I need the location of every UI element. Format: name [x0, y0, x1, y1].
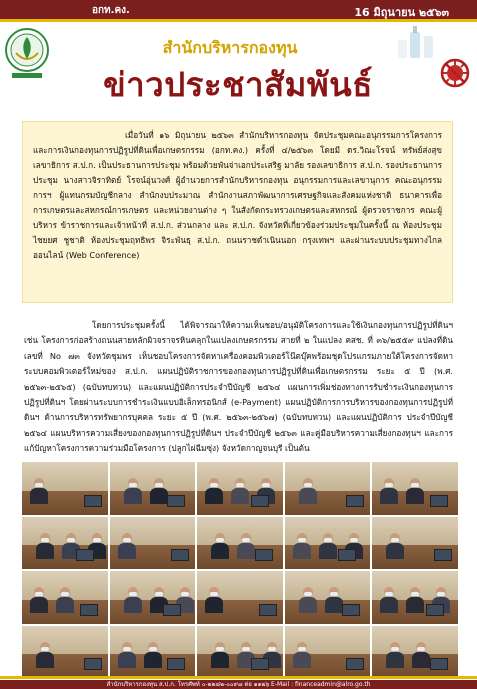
laptop-screen: [434, 549, 452, 561]
person-figure: [205, 478, 223, 504]
person-figure: [124, 587, 142, 613]
meeting-photo: [22, 517, 108, 570]
person-figure: [319, 533, 337, 559]
laptop-screen: [251, 495, 269, 507]
person-figure: [150, 478, 168, 504]
laptop-screen: [255, 549, 273, 561]
meeting-photo: [22, 462, 108, 515]
meeting-photo: [22, 571, 108, 624]
laptop-screen: [171, 549, 189, 561]
meeting-photo: [110, 571, 196, 624]
person-figure: [36, 533, 54, 559]
person-figure: [386, 642, 404, 668]
person-figure: [406, 587, 424, 613]
meeting-photo: [372, 517, 458, 570]
meeting-photo: [22, 626, 108, 679]
org-abbrev: อกท.คง.: [92, 5, 130, 16]
laptop-screen: [346, 658, 364, 670]
person-figure: [237, 533, 255, 559]
person-figure: [124, 478, 142, 504]
person-figure: [211, 533, 229, 559]
meeting-photo: [197, 517, 283, 570]
newsletter-title: ข่าวประชาสัมพันธ์: [103, 65, 373, 104]
person-figure: [380, 587, 398, 613]
person-figure: [205, 587, 223, 613]
person-figure: [144, 642, 162, 668]
person-figure: [325, 587, 343, 613]
person-figure: [293, 533, 311, 559]
laptop-screen: [163, 604, 181, 616]
body-paragraph: โดยการประชุมครั้งนี้ ได้พิจารณาให้ความเห็นชอบ/อนุมัติโครงการและใช้เงินกองทุนการปฏิรูปที่ดินฯ เช่น โครงการก่อสร้างถนนสายหลักผิวจราจรหินคลุกในแปลงเกษตรกรรม สายที่ ๒ ในแปลง คสช. ที่ ๓๖/๒๕๕๙ แปลงที่ดินเลขที่ No ๗๓ จังหวัดชุมพร เห็นชอบโครงการจัดหาเครื่องคอมพิวเตอร์โน๊ตบุ๊คพร้อมชุดโปรแกรมภายใต้โครงการจัดหาระบบคอมพิวเตอร์ใหม่ของ ส.ป.ก. แผนปฏิบัติราชการของกองทุนการปฏิรูปที่ดินเพื่อเกษตรกรรม ระยะ ๕ ปี (พ.ศ. ๒๕๖๓-๒๕๖๕) (ฉบับทบทวน) และแผนปฏิบัติการประจำปีบัญชี ๒๕๖๔ แผนการเพิ่มช่องทางการรับชำระเงินกองทุนการปฏิรูปที่ดินฯ โดยผ่านระบบการชำระเงินแบบอิเล็กทรอนิกส์ (e-Payment) แผนปฏิบัติการการบริหารของกองทุนการปฏิรูปที่ดินฯ ด้านการบริหารทรัพยากรบุคคล ระยะ ๕ ปี (พ.ศ. ๒๕๖๓-๒๕๖๗) (ฉบับทบทวน) และแผนปฏิบัติการ ประจำปีบัญชี ๒๕๖๔ แผนบริหารความเสี่ยงของกองทุนการปฏิรูปที่ดินฯ ประจำปีบัญชี ๒๕๖๓ และคู่มือบริหารความเสี่ยงกองทุนฯ และการแก้ปัญหาโครงการความร่วมมือโครงการ (ปลูกไผ่ฉีมซุ่ง) จังหวัดกาญจนบุรี เป็นต้น: [24, 320, 453, 454]
person-figure: [386, 533, 404, 559]
meeting-photo: [110, 626, 196, 679]
footer-strip: [0, 676, 477, 679]
laptop-screen: [430, 658, 448, 670]
person-figure: [30, 478, 48, 504]
sanitizer-bottles-icon: [360, 22, 440, 62]
person-figure: [211, 642, 229, 668]
meeting-photo: [372, 626, 458, 679]
meeting-photo: [372, 571, 458, 624]
issue-date: 16 มิถุนายน ๒๕๖๓: [354, 6, 449, 19]
top-bar: [0, 0, 477, 22]
meeting-photo: [197, 571, 283, 624]
laptop-screen: [167, 658, 185, 670]
laptop-screen: [426, 604, 444, 616]
meeting-photo: [197, 626, 283, 679]
meeting-photo: [285, 517, 371, 570]
alro-logo: [4, 25, 50, 81]
intro-paragraph: เมื่อวันที่ ๑๖ มิถุนายน ๒๕๖๓ สำนักบริหารกองทุน จัดประชุมคณะอนุกรรมการโครงการและการเงินกองทุนการปฏิรูปที่ดินเพื่อเกษตรกรรม (อกท.คง.) ครั้งที่ ๔/๒๕๖๓ โดยมี ดร.วิณะโรจน์ ทรัพย์ส่งสุข เลขาธิการ ส.ป.ก. เป็นประธานการประชุม พร้อมด้วยพันจ่าเอกประเสริฐ มาลัย รองเลขาธิการ ส.ป.ก. รองประธานการประชุม นางสาวจิราทิตย์ โรจน์อุ่นวงศ์ ผู้อำนวยการสำนักบริหารกองทุน อนุกรรมการและเลขานุการ คณะอนุกรรมการฯ ผู้แทนกรมบัญชีกลาง สำนักงบประมาณ สำนักงานสภาพัฒนาการเศรษฐกิจและสังคมแห่งชาติ ธนาคารเพื่อการเกษตรและสหกรณ์การเกษตร และหน่วยงานต่าง ๆ ในสังกัดกระทรวงเกษตรและสหกรณ์ ผู้ตรวจราชการ คณะผู้บริหาร ข้าราชการและเจ้าหน้าที่ ส.ป.ก. ส่วนกลาง และ ส.ป.ก. จังหวัดที่เกี่ยวข้องร่วมประชุมในครั้งนี้ ณ ห้องประชุมไชยยศ ชูชาติ ห้องประชุมฤทธิพร จิระพันธุ ส.ป.ก. ถนนราชดำเนินนอก กรุงเทพฯ และผ่านระบบประชุมทางไกลออนไลน์ (Web Conference): [33, 130, 442, 260]
person-figure: [56, 587, 74, 613]
person-figure: [412, 642, 430, 668]
person-figure: [118, 533, 136, 559]
meeting-photo: [372, 462, 458, 515]
laptop-screen: [84, 658, 102, 670]
meeting-photo: [285, 626, 371, 679]
intro-box: [22, 121, 453, 303]
person-figure: [293, 642, 311, 668]
office-name: สำนักบริหารกองทุน: [162, 38, 298, 57]
meeting-photo: [197, 462, 283, 515]
person-figure: [299, 478, 317, 504]
laptop-screen: [342, 604, 360, 616]
laptop-screen: [80, 604, 98, 616]
laptop-screen: [338, 549, 356, 561]
person-figure: [380, 478, 398, 504]
no-virus-icon: [440, 58, 470, 88]
laptop-screen: [167, 495, 185, 507]
laptop-screen: [346, 495, 364, 507]
footer: สำนักบริหารกองทุน ส.ป.ก. โทรศัพท์ ๐-๒๒๘๒-๐๐๙๗ ต่อ ๑๑๒๖ E-Mail : financeadmin@alro.go.th: [0, 680, 477, 689]
person-figure: [406, 478, 424, 504]
person-figure: [30, 587, 48, 613]
alro-logo-icon: [4, 25, 50, 81]
laptop-screen: [251, 658, 269, 670]
meeting-photo: [110, 517, 196, 570]
laptop-screen: [259, 604, 277, 616]
laptop-screen: [84, 495, 102, 507]
person-figure: [118, 642, 136, 668]
photo-grid: [22, 462, 458, 678]
laptop-screen: [76, 549, 94, 561]
person-figure: [299, 587, 317, 613]
meeting-photo: [110, 462, 196, 515]
meeting-photo: [285, 462, 371, 515]
body-section: [24, 318, 453, 474]
person-figure: [36, 642, 54, 668]
person-figure: [231, 478, 249, 504]
meeting-photo: [285, 571, 371, 624]
laptop-screen: [430, 495, 448, 507]
